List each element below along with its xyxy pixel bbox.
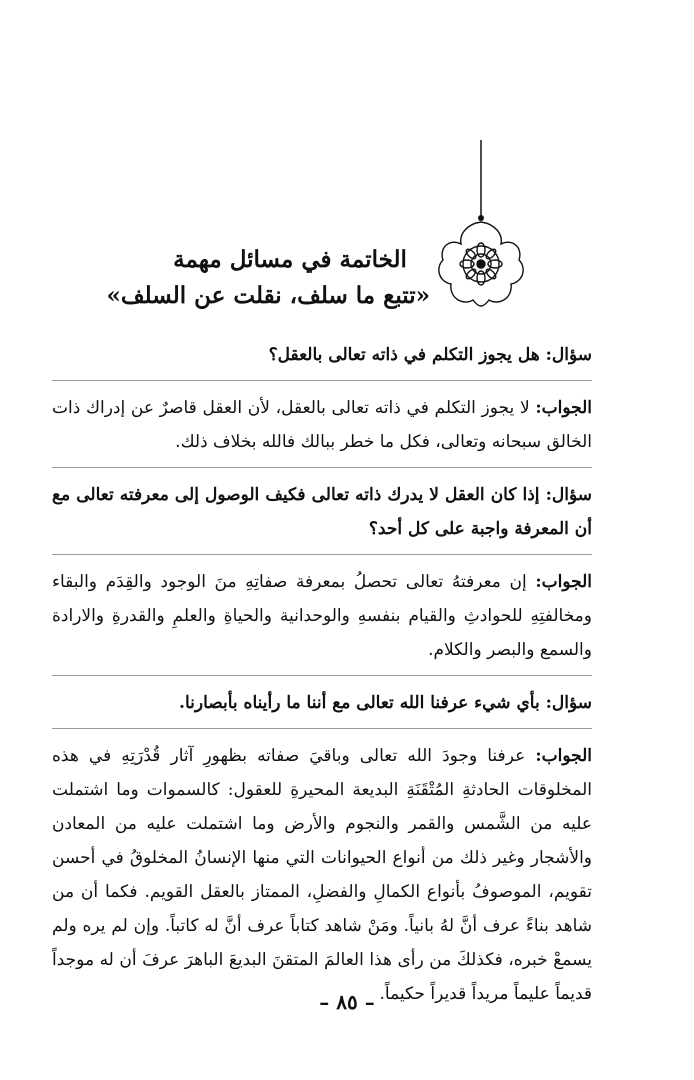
question-1 <box>52 338 592 372</box>
divider <box>52 728 592 729</box>
answer-text: عرفنا وجودَ الله تعالى وباقيَ صفاته بظهورِ آثار قُدْرَتِهِ في هذه المخلوقات الحادثةِ المُتْقَنَةِ البديعة المحيرةِ للعقول: كالسموات وما اشتملت عليه من الشَّمس والقمر والنجوم والأرض وما اشتملت عليه من المعادن والأشجار وغير ذلك من أنواع الحيوانات التي منها الإنسانُ المخلوقُ في أحسن تقويم، الموصوفُ بأنواع الكمالِ والفضلِ، الممتاز بالعقل القويم. فكما أن من شاهد بناءً عرف أنَّ لهُ بانياً. ومَنْ شاهد كتاباً عرف أنَّ له كاتباً. وإن لم يره ولم يسمعْ خبره، فكذلكَ من رأى هذا العالمَ المتقنَ البديعَ الباهرَ عرفَ أن له موجداً قديماً عليماً مريداً قديراً حكيماً. <box>52 746 592 1004</box>
divider <box>52 467 592 468</box>
question-3 <box>52 686 592 720</box>
answer-text: إن معرفتهُ تعالى تحصلُ بمعرفة صفاتِهِ منَ الوجود والقِدَم والبقاء ومخالفتِهِ للحوادثِ والقيام بنفسهِ والوحدانية والحياةِ والعلمِ والقدرةِ والارادة والسمع والبصر والكلام. <box>52 572 592 660</box>
answer-text: لا يجوز التكلم في ذاته تعالى بالعقل، لأن العقل قاصرٌ عن إدراك ذات الخالق سبحانه وتعالى، فكل ما خطر ببالك فالله بخلاف ذلك. <box>52 398 592 452</box>
divider <box>52 380 592 381</box>
answer-3 <box>52 739 592 1011</box>
floral-ornament-icon <box>436 140 526 320</box>
divider <box>52 554 592 555</box>
question-text: هل يجوز التكلم في ذاته تعالى بالعقل؟ <box>268 345 540 365</box>
answer-1 <box>52 391 592 459</box>
question-text: إذا كان العقل لا يدرك ذاته تعالى فكيف الوصول إلى معرفته تعالى مع أن المعرفة واجبة على كل أحد؟ <box>52 485 592 539</box>
answer-label: الجواب: <box>535 746 592 766</box>
chapter-title-line-2: «تتبع ما سلف، نقلت عن السلف» <box>106 282 430 309</box>
answer-label: الجواب: <box>535 398 592 418</box>
question-label: سؤال: <box>545 345 592 365</box>
question-label: سؤال: <box>545 485 593 505</box>
answer-2 <box>52 565 592 667</box>
page-number: – ٨٥ – <box>319 990 375 1014</box>
chapter-title <box>106 242 430 314</box>
chapter-title-line-1: الخاتمة في مسائل مهمة <box>173 246 407 273</box>
page-body <box>52 338 592 1019</box>
answer-label: الجواب: <box>535 572 592 592</box>
divider <box>52 675 592 676</box>
question-text: بأي شيء عرفنا الله تعالى مع أننا ما رأيناه بأبصارنا. <box>179 693 540 713</box>
question-2 <box>52 478 592 546</box>
question-label: سؤال: <box>545 693 592 713</box>
